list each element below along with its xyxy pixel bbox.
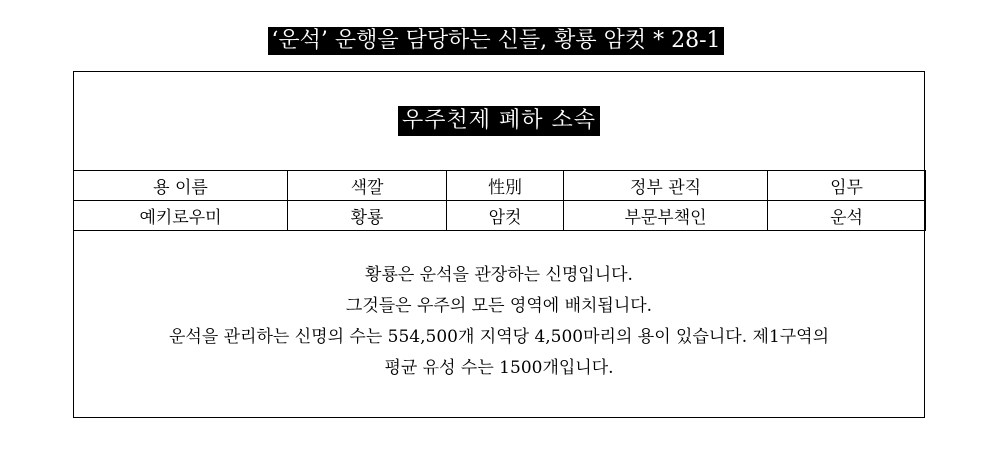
table-row bbox=[74, 201, 926, 231]
header-duty: 임무 bbox=[768, 171, 926, 201]
cell-color: 황룡 bbox=[288, 201, 447, 231]
cell-government-post: 부문부책인 bbox=[564, 201, 768, 231]
table-header-row bbox=[74, 171, 926, 201]
description-block bbox=[74, 260, 924, 384]
dragon-info-table bbox=[73, 170, 926, 231]
description-line: 그것들은 우주의 모든 영역에 배치됩니다. bbox=[345, 296, 653, 316]
description-line: 운석을 관리하는 신명의 수는 554,500개 지역당 4,500마리의 용이 있습니다. 제1구역의 bbox=[168, 327, 830, 347]
cell-duty: 운석 bbox=[768, 201, 926, 231]
document-frame bbox=[73, 71, 925, 418]
header-dragon-name: 용 이름 bbox=[74, 171, 288, 201]
description-line: 평균 유성 수는 1500개입니다. bbox=[384, 358, 614, 378]
description-line: 황룡은 운석을 관장하는 신명입니다. bbox=[365, 265, 633, 285]
header-color: 색깔 bbox=[288, 171, 447, 201]
section-heading bbox=[74, 72, 924, 170]
page-title bbox=[0, 27, 992, 55]
header-government-post: 정부 관직 bbox=[564, 171, 768, 201]
cell-gender: 암컷 bbox=[447, 201, 564, 231]
cell-dragon-name: 예키로우미 bbox=[74, 201, 288, 231]
section-heading-text: 우주천제 폐하 소속 bbox=[398, 106, 600, 136]
header-gender: 性別 bbox=[447, 171, 564, 201]
page-title-text: ‘운석’ 운행을 담당하는 신들, 황룡 암컷 * 28-1 bbox=[268, 27, 723, 55]
